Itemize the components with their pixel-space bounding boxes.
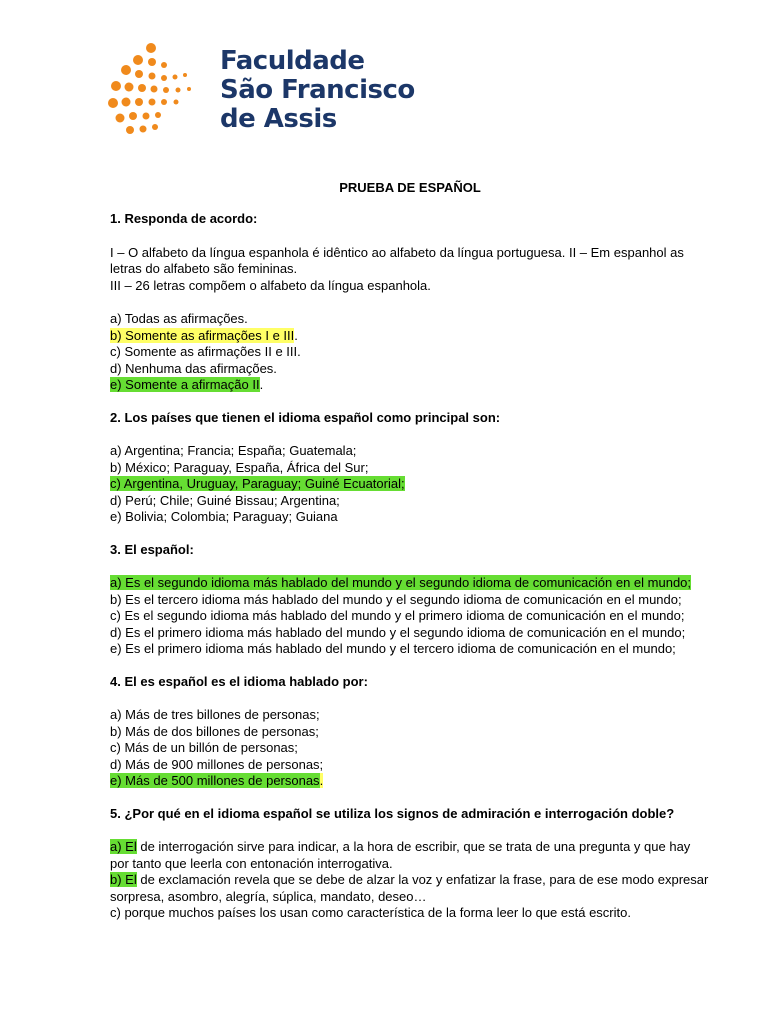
college-logo	[108, 40, 428, 140]
option-5b	[110, 872, 710, 905]
option-4d: d) Más de 900 millones de personas;	[110, 756, 324, 772]
option-1a	[110, 311, 710, 328]
option-4b: b) Más de dos billones de personas;	[110, 723, 319, 739]
question-1-statements	[110, 245, 710, 295]
option-text-highlighted: e) Somente a afirmação II	[110, 377, 260, 392]
question-4-options	[110, 707, 710, 790]
college-name-line2: São Francisco	[220, 75, 415, 105]
option-text: de interrogación sirve para indicar, a la hora de escribir, que se trata de una pregunta y que hay por tanto que leerla con entonación interrogativa.	[110, 839, 691, 871]
statement-i-ii: I – O alfabeto da língua espanhola é idêntico ao alfabeto da língua portuguesa. II – Em espanhol as letras do alfabeto são femininas.	[110, 244, 684, 276]
college-name-line1: Faculdade	[220, 46, 365, 76]
option-text-highlighted: a) Es el segundo idioma más hablado del mundo y el segundo idioma de comunicación en el mundo;	[110, 575, 692, 590]
option-2b: b) México; Paraguay, España, África del Sur;	[110, 459, 369, 475]
exam-title: PRUEBA DE ESPAÑOL	[339, 180, 481, 195]
college-name-line3: de Assis	[220, 104, 337, 134]
option-text-highlighted: e) Más de 500 millones de personas	[110, 773, 320, 788]
option-5a	[110, 839, 710, 872]
exam-body	[110, 180, 710, 922]
question-4: 4. El es español es el idioma hablado por:	[110, 673, 368, 689]
option-prefix-highlighted: a) El	[110, 839, 137, 854]
option-5c: c) porque muchos países los usan como característica de la forma leer lo que está escrito.	[110, 905, 631, 920]
option-2a: a) Argentina; Francia; España; Guatemala;	[110, 443, 357, 458]
option-text: de exclamación revela que se debe de alzar la voz y enfatizar la frase, para de ese modo expresar sorpresa, asombro, alegría, súplica, mandato, deseo…	[110, 872, 709, 904]
option-3e: e) Es el primero idioma más hablado del mundo y el tercero idioma de comunicación en el mundo;	[110, 641, 676, 656]
statement-iii: III – 26 letras compõem o alfabeto da língua espanhola.	[110, 277, 431, 293]
option-3b: b) Es el tercero idioma más hablado del mundo y el segundo idioma de comunicación en el mundo;	[110, 591, 682, 607]
question-5: 5. ¿Por qué en el idioma español se utiliza los signos de admiración e interrogación doble?	[110, 805, 675, 821]
dots-logo-icon	[108, 40, 218, 140]
question-1-options	[110, 311, 710, 394]
option-4e	[110, 773, 710, 790]
question-2-options	[110, 443, 710, 526]
option-text-highlighted: c) Argentina, Uruguay, Paraguay; Guiné Ecuatorial;	[110, 476, 405, 491]
option-suffix: .	[319, 773, 324, 788]
option-text-highlighted: b) Somente as afirmações I e III	[110, 327, 295, 343]
option-4c: c) Más de un billón de personas;	[110, 740, 298, 755]
option-1e	[110, 377, 710, 394]
question-5-options	[110, 839, 710, 922]
option-suffix: .	[259, 377, 264, 392]
option-1b	[110, 328, 710, 345]
option-2c	[110, 476, 710, 493]
option-text: a) Todas as afirmações.	[110, 311, 248, 326]
option-3d: d) Es el primero idioma más hablado del mundo y el segundo idioma de comunicación en el mundo;	[110, 624, 686, 640]
option-1c	[110, 344, 710, 361]
option-3a	[110, 575, 710, 592]
option-suffix: .	[294, 327, 298, 343]
question-3-options	[110, 575, 710, 658]
option-text: d) Nenhuma das afirmações.	[110, 360, 277, 376]
question-3: 3. El español:	[110, 541, 194, 557]
option-prefix-highlighted: b) El	[110, 872, 137, 887]
option-2e: e) Bolivia; Colombia; Paraguay; Guiana	[110, 509, 338, 524]
option-4a: a) Más de tres billones de personas;	[110, 707, 320, 722]
option-text: c) Somente as afirmações II e III.	[110, 344, 301, 359]
college-name	[220, 47, 415, 134]
option-2d: d) Perú; Chile; Guiné Bissau; Argentina;	[110, 492, 340, 508]
question-1: 1. Responda de acordo:	[110, 211, 258, 226]
option-3c: c) Es el segundo idioma más hablado del mundo y el primero idioma de comunicación en el mundo;	[110, 608, 685, 623]
option-1d	[110, 361, 710, 378]
question-2: 2. Los países que tienen el idioma español como principal son:	[110, 409, 501, 425]
